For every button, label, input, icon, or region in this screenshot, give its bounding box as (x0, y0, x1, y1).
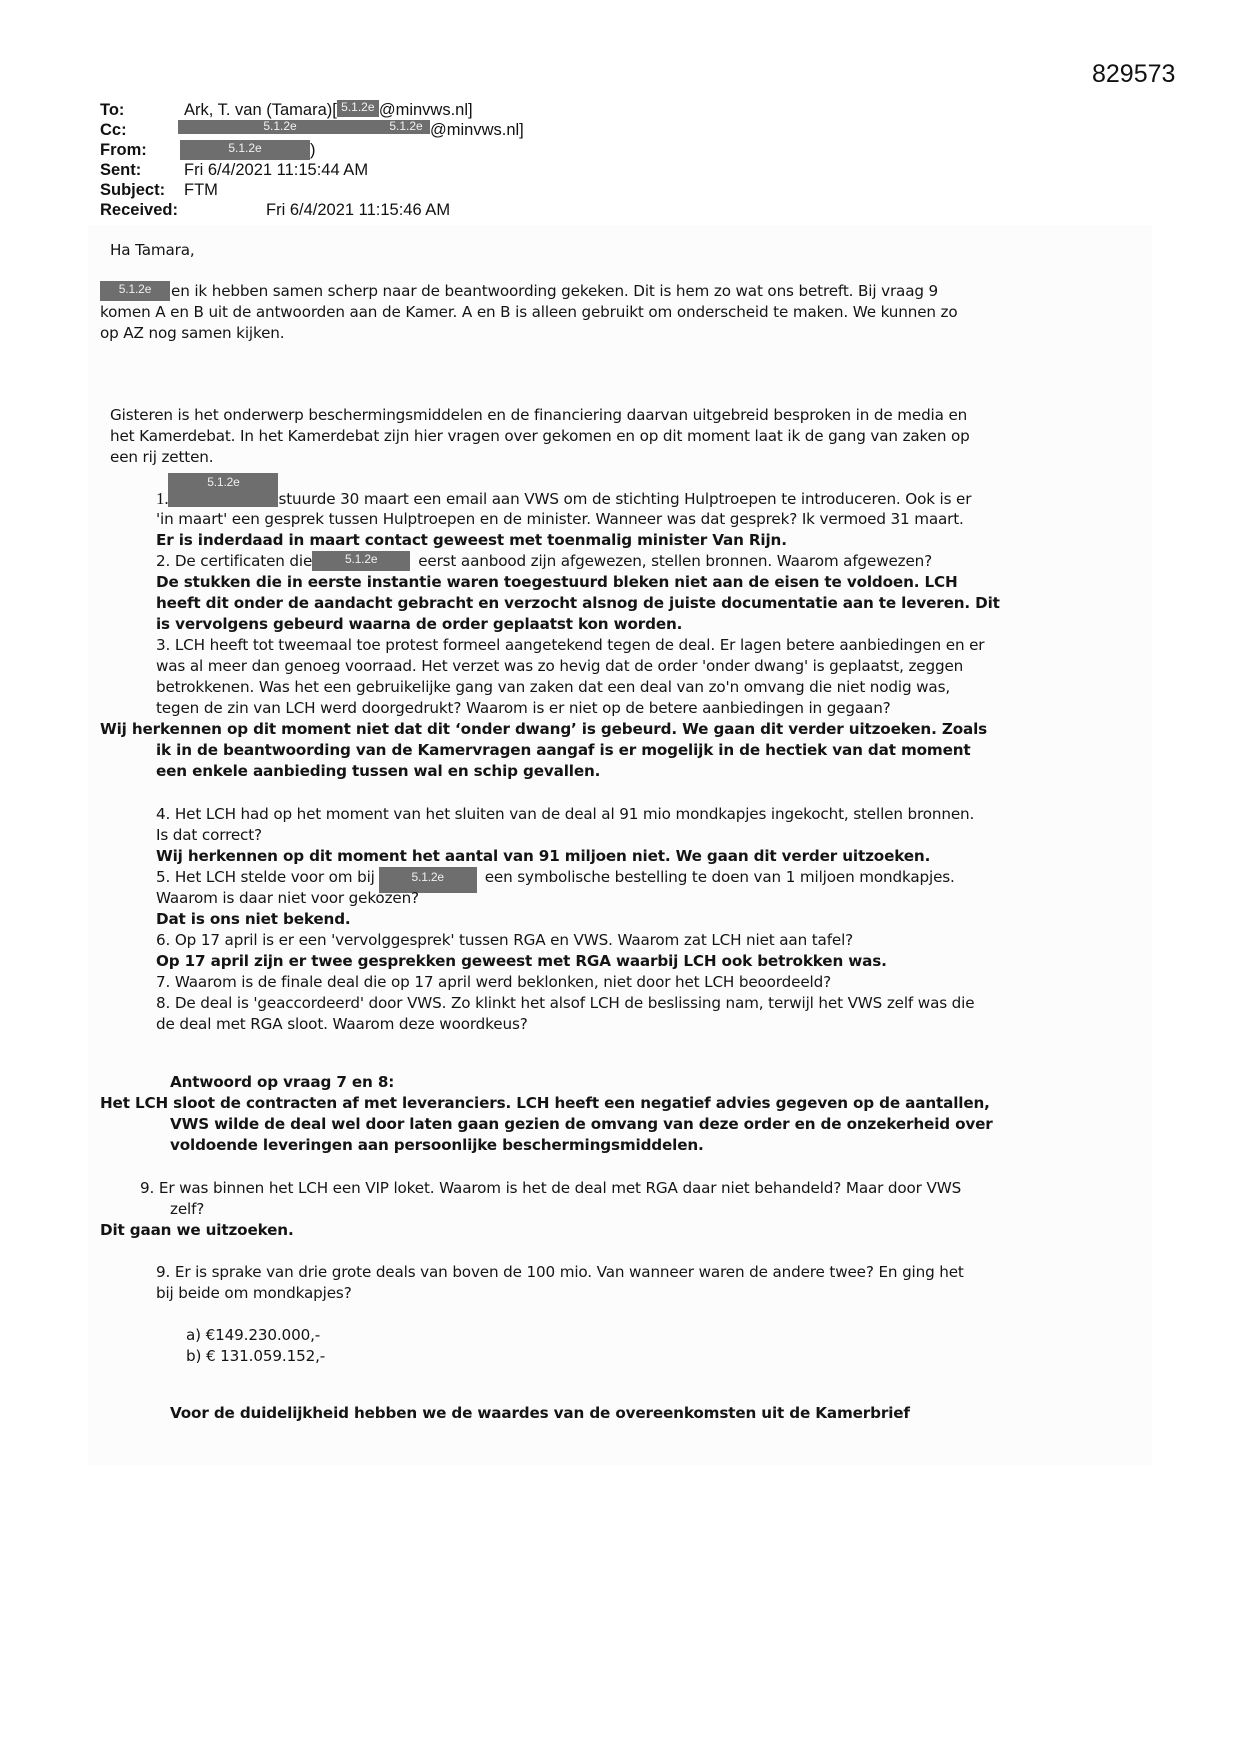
amount-a: a) €149.230.000,- (186, 1326, 321, 1344)
question-3-line-4: tegen de zin van LCH werd doorgedrukt? Waarom is er niet op de betere aanbiedingen in gegaan? (156, 699, 891, 717)
to-domain: @minvws.nl] (378, 101, 473, 119)
question-7: 7. Waarom is de finale deal die op 17 april werd beklonken, niet door het LCH beoordeeld? (156, 973, 831, 991)
answer-6: Op 17 april zijn er twee gesprekken geweest met RGA waarbij LCH ook betrokken was. (156, 952, 887, 970)
answer-3-line-3: een enkele aanbieding tussen wal en schip gevallen. (156, 762, 601, 780)
question-3-line-3: betrokkenen. Was het een gebruikelijke gang van zaken dat een deal van zo'n omvang die niet nodig was, (156, 678, 951, 696)
from-suffix: ) (310, 141, 316, 159)
answer-3-line-1: Wij herkennen op dit moment niet dat dit ‘onder dwang’ is gebeurd. We gaan dit verder uitzoeken. Zoals (100, 720, 988, 738)
question-1-line-2: 'in maart' een gesprek tussen Hulptroepen en de minister. Wanneer was dat gesprek? Ik vermoed 31 maart. (156, 510, 964, 528)
context-line-2: het Kamerdebat. In het Kamerdebat zijn hier vragen over gekomen en op dit moment laat ik de gang van zaken op (110, 427, 970, 445)
sent-value: Fri 6/4/2021 11:15:44 AM (184, 161, 369, 179)
question-2: 2. De certificaten die 5.1.2e eerst aanbood zijn afgewezen, stellen bronnen. Waarom afgewezen? (156, 552, 933, 570)
answer-7-8-title: Antwoord op vraag 7 en 8: (170, 1073, 395, 1091)
intro-line-3: op AZ nog samen kijken. (100, 324, 285, 342)
answer-2-line-1: De stukken die in eerste instantie waren toegestuurd bleken niet aan de eisen te voldoen. LCH (156, 573, 958, 591)
redaction-box: 5.1.2e (382, 120, 430, 134)
intro-line-1: 5.1.2e en ik hebben samen scherp naar de beantwoording gekeken. Dit is hem zo wat ons betreft. Bij vraag 9 (100, 281, 938, 303)
document-number: 829573 (1092, 60, 1176, 88)
redaction-box: 5.1.2e (100, 281, 170, 301)
answer-2-line-2: heeft dit onder de aandacht gebracht en verzocht alsnog de juiste documentatie aan te leveren. Dit (156, 594, 1000, 612)
intro-line-2: komen A en B uit de antwoorden aan de Kamer. A en B is alleen gebruikt om onderscheid te maken. We kunnen zo (100, 303, 958, 321)
closing-line: Voor de duidelijkheid hebben we de waardes van de overeenkomsten uit de Kamerbrief (170, 1404, 910, 1422)
to-value: Ark, T. van (Tamara)[ (184, 101, 337, 119)
answer-3-line-2: ik in de beantwoording van de Kamervragen aangaf is er mogelijk in de hectiek van dat moment (156, 741, 971, 759)
answer-7-8-line-3: voldoende leveringen aan persoonlijke beschermingsmiddelen. (170, 1136, 704, 1154)
answer-9a: Dit gaan we uitzoeken. (100, 1221, 294, 1239)
redaction-box: 5.1.2e (168, 473, 278, 507)
question-3-line-2: was al meer dan genoeg voorraad. Het verzet was zo hevig dat de order 'onder dwang' is geplaatst, zeggen (156, 657, 964, 675)
answer-7-8-line-1: Het LCH sloot de contracten af met leveranciers. LCH heeft een negatief advies gegeven op de aantallen, (100, 1094, 990, 1112)
question-6: 6. Op 17 april is er een 'vervolggesprek' tussen RGA en VWS. Waarom zat LCH niet aan tafel? (156, 931, 854, 949)
received-label: Received: (100, 201, 178, 219)
redaction-box: 5.1.2e (178, 120, 382, 134)
cc-label: Cc: (100, 121, 127, 139)
received-value: Fri 6/4/2021 11:15:46 AM (266, 201, 451, 219)
question-9a-line-1: 9. Er was binnen het LCH een VIP loket. Waarom is het de deal met RGA daar niet behandeld? Maar door VWS (140, 1179, 962, 1197)
answer-4: Wij herkennen op dit moment het aantal van 91 miljoen niet. We gaan dit verder uitzoeken. (156, 847, 931, 865)
amount-b: b) € 131.059.152,- (186, 1347, 326, 1365)
sent-label: Sent: (100, 161, 142, 179)
redaction-box: 5.1.2e (312, 551, 410, 571)
answer-5: Dat is ons niet bekend. (156, 910, 351, 928)
question-9a-line-2: zelf? (170, 1200, 205, 1218)
answer-1: Er is inderdaad in maart contact geweest met toenmalig minister Van Rijn. (156, 531, 787, 549)
to-label: To: (100, 101, 125, 119)
question-4-line-2: Is dat correct? (156, 826, 262, 844)
from-label: From: (100, 141, 147, 159)
context-line-1: Gisteren is het onderwerp beschermingsmiddelen en de financiering daarvan uitgebreid besproken in de media en (110, 406, 968, 424)
question-9b-line-1: 9. Er is sprake van drie grote deals van boven de 100 mio. Van wanneer waren de andere twee? En ging het (156, 1263, 964, 1281)
redaction-box: 5.1.2e (337, 100, 379, 117)
answer-2-line-3: is vervolgens gebeurd waarna de order geplaatst kon worden. (156, 615, 683, 633)
subject-label: Subject: (100, 181, 166, 199)
context-line-3: een rij zetten. (110, 448, 214, 466)
question-5-line-2: Waarom is daar niet voor gekozen? (156, 889, 419, 907)
question-5-line-1: 5. Het LCH stelde voor om bij 5.1.2e een symbolische bestelling te doen van 1 miljoen mondkapjes. (156, 867, 955, 893)
greeting: Ha Tamara, (110, 241, 195, 259)
redaction-box: 5.1.2e (379, 867, 477, 893)
question-4-line-1: 4. Het LCH had op het moment van het sluiten van de deal al 91 mio mondkapjes ingekocht, stellen bronnen. (156, 805, 975, 823)
answer-7-8-line-2: VWS wilde de deal wel door laten gaan gezien de omvang van deze order en de onzekerheid over (170, 1115, 993, 1133)
subject-value: FTM (184, 181, 218, 199)
question-9b-line-2: bij beide om mondkapjes? (156, 1284, 352, 1302)
question-8-line-1: 8. De deal is 'geaccordeerd' door VWS. Zo klinkt het alsof LCH de beslissing nam, terwijl het VWS zelf was die (156, 994, 975, 1012)
question-8-line-2: de deal met RGA sloot. Waarom deze woordkeus? (156, 1015, 528, 1033)
cc-domain: @minvws.nl] (430, 121, 524, 139)
question-3-line-1: 3. LCH heeft tot tweemaal toe protest formeel aangetekend tegen de deal. Er lagen betere aanbiedingen en er (156, 636, 985, 654)
email-body (88, 225, 1152, 1465)
redaction-box: 5.1.2e (180, 140, 310, 160)
question-1-line-1: 1.5.1.2estuurde 30 maart een email aan VWS om de stichting Hulptroepen te introduceren. Ook is er (156, 475, 972, 508)
